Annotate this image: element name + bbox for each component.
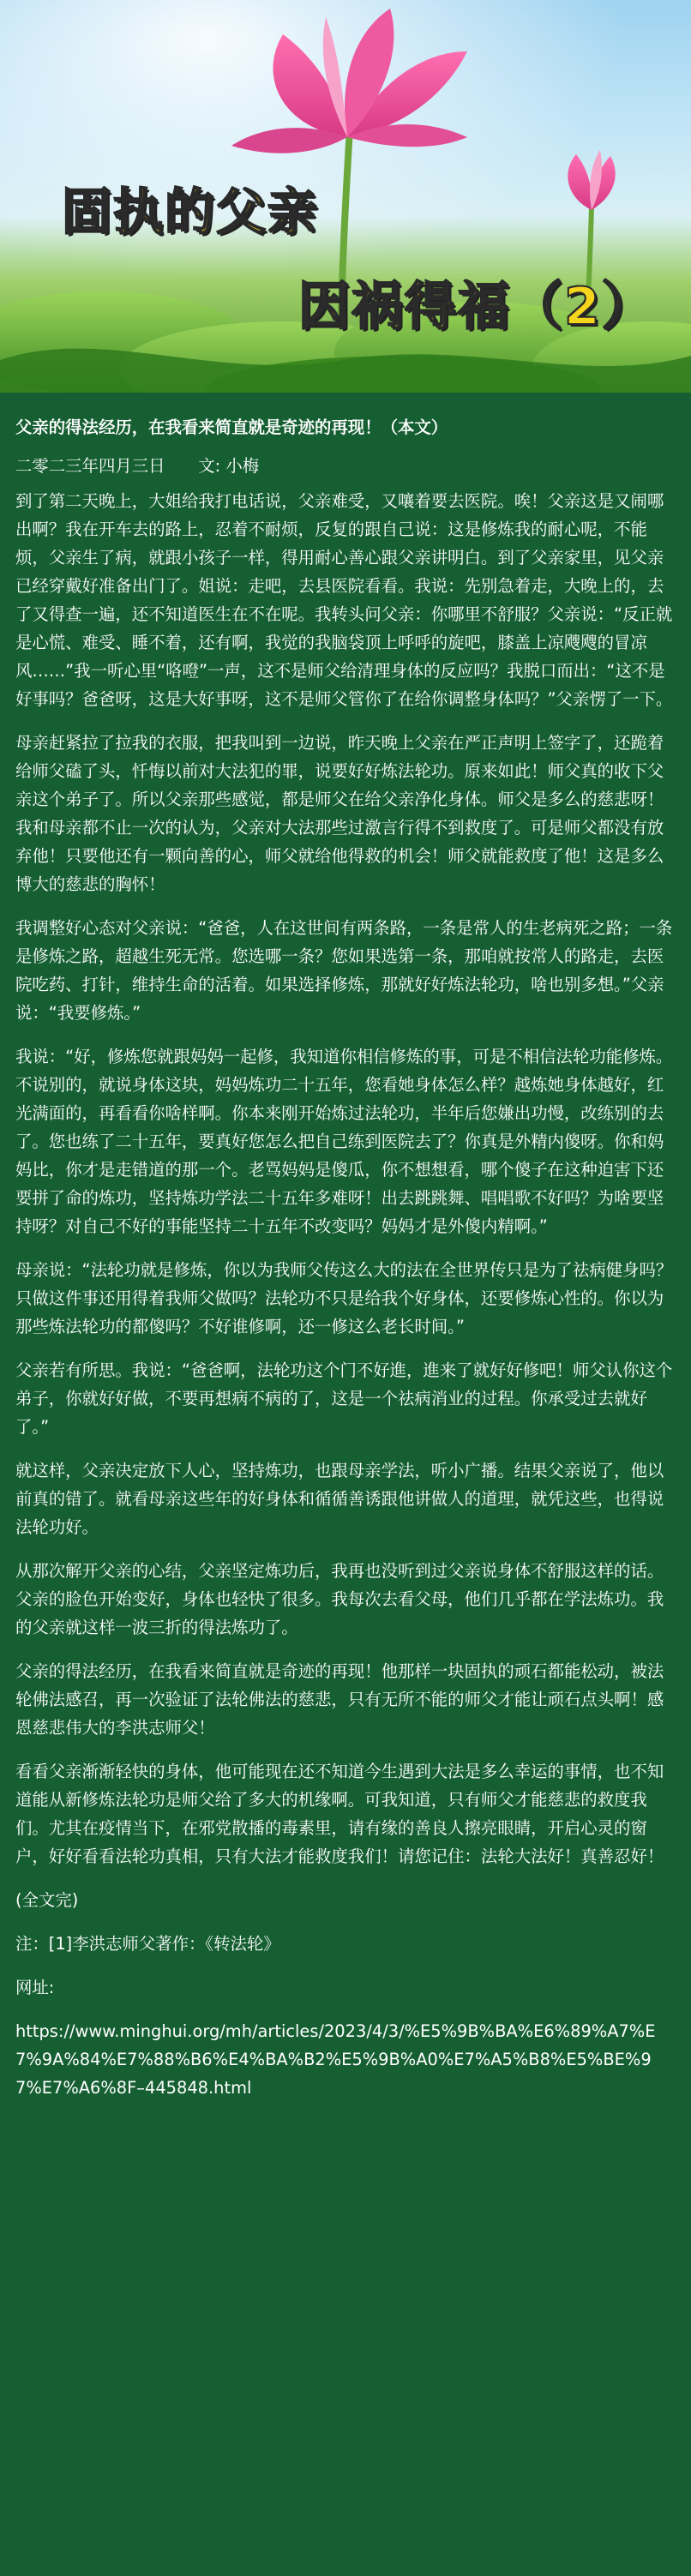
paragraph: 父亲的得法经历，在我看来简直就是奇迹的再现！他那样一块固执的顽石都能松动，被法轮佛法感召，再一次验证了法轮佛法的慈悲，只有无所不能的师父才能让顽石点头啊！感恩慈悲伟大的李洪志师父！: [15, 1661, 664, 1738]
paragraph: 从那次解开父亲的心结，父亲坚定炼功后，我再也没听到过父亲说身体不舒服这样的话。父亲的脸色开始变好，身体也轻快了很多。我每次去看父母，他们几乎都在学法炼功。我的父亲就这样一波三折的得法炼功了。: [15, 1561, 664, 1637]
paragraph: 就这样，父亲决定放下人心，坚持炼功，也跟母亲学法，听小广播。结果父亲说了，他以前真的错了。就看母亲这些年的好身体和循循善诱跟他讲做人的道理，就凭这些，也得说法轮功好。: [15, 1461, 664, 1537]
url-label: 网址:: [15, 1978, 55, 1997]
banner-title-main: 固执的父亲: [62, 183, 320, 241]
footnote: 注：[1]李洪志师父著作：《转法轮》: [15, 1934, 280, 1954]
article-body: [0, 393, 691, 2102]
header-banner: [0, 0, 691, 393]
article-lead: 父亲的得法经历，在我看来简直就是奇迹的再现！（本文）: [15, 417, 448, 437]
end-note: (全文完): [15, 1890, 79, 1910]
source-url-link[interactable]: https://www.minghui.org/mh/articles/2023/4/3/%E5%9B%BA%E6%89%A7%E7%9A%84%E7%88%B6%E4%BA%B2%E5%9B%A0%E7%A5%B8%E5%BE%97%E7%A6%8F–445848.html: [15, 2021, 656, 2098]
banner-title-sub: 因祸得福（2）: [298, 277, 655, 337]
paragraph: 看看父亲渐渐轻快的身体，他可能现在还不知道今生遇到大法是多么幸运的事情，也不知道能从新修炼法轮功是师父给了多大的机缘啊。可我知道，只有师父才能慈悲的救度我们。尤其在疫情当下，在邪党散播的毒素里，请有缘的善良人擦亮眼睛，开启心灵的窗户，好好看看法轮功真相，只有大法才能救度我们！请您记住：法轮大法好！真善忍好！: [15, 1762, 664, 1866]
paragraph: 到了第二天晚上，大姐给我打电话说，父亲难受，又嚷着要去医院。唉！父亲这是又闹哪出啊？我在开车去的路上，忍着不耐烦，反复的跟自己说：这是修炼我的耐心呢，不能烦，父亲生了病，就跟小孩子一样，得用耐心善心跟父亲讲明白。到了父亲家里，见父亲已经穿戴好准备出门了。姐说：走吧，去县医院看看。我说：先别急着走，大晚上的，去了又得查一遍，还不知道医生在不在呢。我转头问父亲：你哪里不舒服？父亲说：“反正就是心慌、难受、睡不着，还有啊，我觉的我脑袋顶上呼呼的旋吧，膝盖上凉飕飕的冒凉风……”我一听心里“咯噔”一声，这不是师父给清理身体的反应吗？我脱口而出：“这不是好事吗？爸爸呀，这是大好事呀，这不是师父管你了在给你调整身体吗？”父亲愣了一下。: [15, 491, 673, 709]
paragraph: 我说：“好，修炼您就跟妈妈一起修，我知道你相信修炼的事，可是不相信法轮功能修炼。不说别的，就说身体这块，妈妈炼功二十五年，您看她身体怎么样？越炼她身体越好，红光满面的，再看看你啥样啊。你本来刚开始炼过法轮功，半年后您嫌出功慢，改练别的去了。您也练了二十五年，要真好您怎么把自己练到医院去了？你真是外精内傻呀。你和妈妈比，你才是走错道的那一个。老骂妈妈是傻瓜，你不想想看，哪个傻子在这种迫害下还要拼了命的炼功，坚持炼功学法二十五年多难呀！出去跳跳舞、唱唱歌不好吗？为啥要坚持呀？对自己不好的事能坚持二十五年不改变吗？妈妈才是外傻内精啊。”: [15, 1047, 673, 1236]
paragraph: 父亲若有所思。我说：“爸爸啊，法轮功这个门不好進，進来了就好好修吧！师父认你这个弟子，你就好好做，不要再想病不病的了，这是一个祛病消业的过程。你承受过去就好了。”: [15, 1360, 673, 1437]
paragraph: 我调整好心态对父亲说：“爸爸，人在这世间有两条路，一条是常人的生老病死之路；一条是修炼之路，超越生死无常。您选哪一条？您如果选第一条，那咱就按常人的路走，去医院吃药、打针，维持生命的活着。如果选择修炼，那就好好炼法轮功，啥也别多想。”父亲说：“我要修炼。”: [15, 918, 673, 1023]
paragraph: 母亲赶紧拉了拉我的衣服，把我叫到一边说，昨天晚上父亲在严正声明上签字了，还跪着给师父磕了头，忏悔以前对大法犯的罪，说要好好炼法轮功。原来如此！师父真的收下父亲这个弟子了。所以父亲那些感觉，都是师父在给父亲净化身体。师父是多么的慈悲呀！我和母亲都不止一次的认为，父亲对大法那些过激言行得不到救度了。可是师父都没有放弃他！只要他还有一颗向善的心，师父就给他得救的机会！师父就能救度了他！这是多么博大的慈悲的胸怀！: [15, 733, 664, 894]
paragraph: 母亲说：“法轮功就是修炼，你以为我师父传这么大的法在全世界传只是为了祛病健身吗？只做这件事还用得着我师父做吗？法轮功不只是给我个好身体，还要修炼心性的。你以为那些炼法轮功的都傻吗？不好谁修啊，还一修这么老长时间。”: [15, 1260, 673, 1336]
article-meta: 二零二三年四月三日 文: 小梅: [15, 456, 260, 476]
